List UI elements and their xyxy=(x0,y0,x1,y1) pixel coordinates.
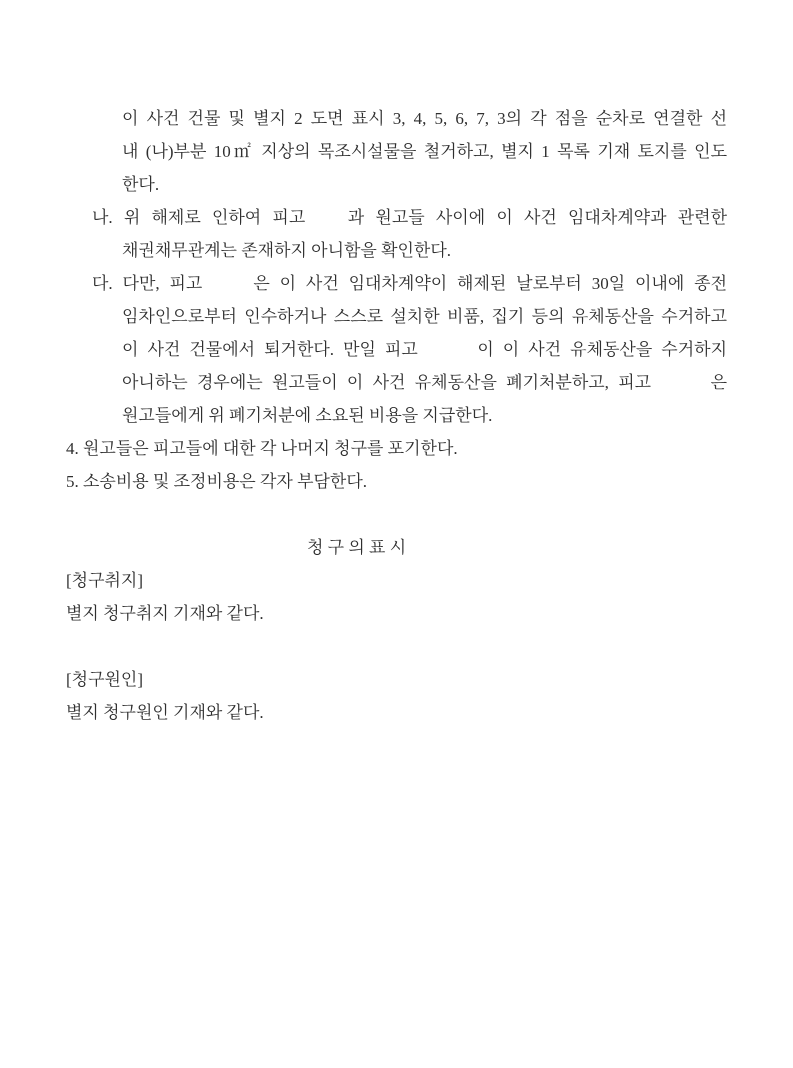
clause-item-5: 5. 소송비용 및 조정비용은 각자 부담한다. xyxy=(66,472,368,491)
blank-line xyxy=(66,498,727,531)
clause-na-line-2: 채권채무관계는 존재하지 아니함을 확인한다. xyxy=(122,241,452,260)
clause-item-4: 4. 원고들은 피고들에 대한 각 나머지 청구를 포기한다. xyxy=(66,439,458,458)
claim-purpose-text: 별지 청구취지 기재와 같다. xyxy=(66,604,264,623)
clause-da-line-3: 이 사건 건물에서 퇴거한다. 만일 피고 이 이 사건 유체동산을 수거하지 xyxy=(122,340,727,359)
clause-ga-line-1: 이 사건 건물 및 별지 2 도면 표시 3, 4, 5, 6, 7, 3의 각 점을 순차로 연결한 선 xyxy=(122,109,727,128)
clause-da-line-2: 임차인으로부터 인수하거나 스스로 설치한 비품, 집기 등의 유체동산을 수거하고 xyxy=(122,307,727,326)
claim-cause-text: 별지 청구원인 기재와 같다. xyxy=(66,703,264,722)
clause-na-line-1: 나. 위 해제로 인하여 피고 과 원고들 사이에 이 사건 임대차계약과 관련한 xyxy=(92,208,727,227)
clause-ga-line-2: 내 (나)부분 10㎡ 지상의 목조시설물을 철거하고, 별지 1 목록 기재 토지를 인도 xyxy=(122,142,727,161)
blank-line xyxy=(66,630,727,663)
claim-cause-label: [청구원인] xyxy=(66,670,144,689)
clause-da-line-1: 다. 다만, 피고 은 이 사건 임대차계약이 해제된 날로부터 30일 이내에 종전 xyxy=(92,274,727,293)
clause-ga-line-3: 한다. xyxy=(122,175,160,194)
document-text-block xyxy=(66,102,727,729)
claim-statement-title: 청 구 의 표 시 xyxy=(307,538,407,557)
clause-da-line-5: 원고들에게 위 폐기처분에 소요된 비용을 지급한다. xyxy=(122,406,493,425)
claim-purpose-label: [청구취지] xyxy=(66,571,144,590)
clause-da-line-4: 아니하는 경우에는 원고들이 이 사건 유체동산을 폐기처분하고, 피고 은 xyxy=(122,373,727,392)
